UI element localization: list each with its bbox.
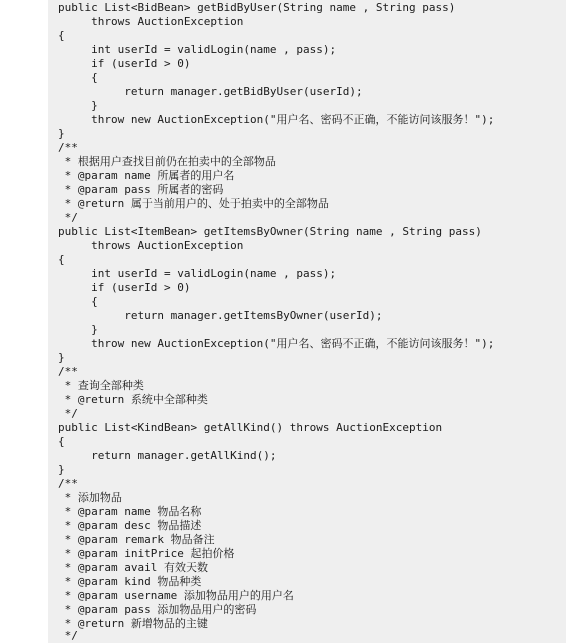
code-line: * @param name 物品名称 bbox=[58, 505, 202, 518]
code-line: * @return 新增物品的主键 bbox=[58, 617, 208, 630]
code-line: return manager.getAllKind(); bbox=[58, 449, 277, 462]
code-line: { bbox=[58, 29, 65, 42]
code-line: /** bbox=[58, 477, 78, 490]
code-line: public List<BidBean> getBidByUser(String name , String pass) bbox=[58, 1, 456, 14]
code-line: /** bbox=[58, 141, 78, 154]
code-line: } bbox=[58, 323, 98, 336]
code-line: * @param pass 所属者的密码 bbox=[58, 183, 224, 196]
code-line: * @param username 添加物品用户的用户名 bbox=[58, 589, 294, 602]
code-line: { bbox=[58, 71, 98, 84]
code-line: throws AuctionException bbox=[58, 239, 244, 252]
code-line: { bbox=[58, 435, 65, 448]
code-line: throw new AuctionException("用户名、密码不正确，不能访问该服务！"); bbox=[58, 337, 495, 350]
code-line: * 查询全部种类 bbox=[58, 379, 144, 392]
code-line: public List<ItemBean> getItemsByOwner(String name , String pass) bbox=[58, 225, 482, 238]
code-line: throws AuctionException bbox=[58, 15, 244, 28]
code-line: } bbox=[58, 351, 65, 364]
code-line: * @param pass 添加物品用户的密码 bbox=[58, 603, 257, 616]
code-line: throw new AuctionException("用户名、密码不正确，不能访问该服务！"); bbox=[58, 113, 495, 126]
code-line: if (userId > 0) bbox=[58, 57, 191, 70]
code-line: } bbox=[58, 99, 98, 112]
code-line: if (userId > 0) bbox=[58, 281, 191, 294]
code-line: * @param name 所属者的用户名 bbox=[58, 169, 235, 182]
code-line: return manager.getBidByUser(userId); bbox=[58, 85, 363, 98]
code-line: public List<KindBean> getAllKind() throws AuctionException bbox=[58, 421, 443, 434]
code-line: * @param kind 物品种类 bbox=[58, 575, 202, 588]
code-line: * @return 系统中全部种类 bbox=[58, 393, 208, 406]
code-line: * @param desc 物品描述 bbox=[58, 519, 202, 532]
code-line: /** bbox=[58, 365, 78, 378]
code-line: { bbox=[58, 295, 98, 308]
code-line: */ bbox=[58, 211, 78, 224]
code-line: } bbox=[58, 463, 65, 476]
code-line: int userId = validLogin(name , pass); bbox=[58, 43, 337, 56]
code-line: */ bbox=[58, 407, 78, 420]
code-line: * @param initPrice 起拍价格 bbox=[58, 547, 235, 560]
code-listing bbox=[48, 0, 566, 643]
code-line: } bbox=[58, 127, 65, 140]
code-line: { bbox=[58, 253, 65, 266]
code-line: */ bbox=[58, 629, 78, 642]
code-line: * 添加物品 bbox=[58, 491, 122, 504]
code-line: * 根据用户查找目前仍在拍卖中的全部物品 bbox=[58, 155, 276, 168]
code-line: * @param remark 物品备注 bbox=[58, 533, 215, 546]
code-line: int userId = validLogin(name , pass); bbox=[58, 267, 337, 280]
code-line: return manager.getItemsByOwner(userId); bbox=[58, 309, 383, 322]
code-line: * @param avail 有效天数 bbox=[58, 561, 208, 574]
code-line: * @return 属于当前用户的、处于拍卖中的全部物品 bbox=[58, 197, 329, 210]
